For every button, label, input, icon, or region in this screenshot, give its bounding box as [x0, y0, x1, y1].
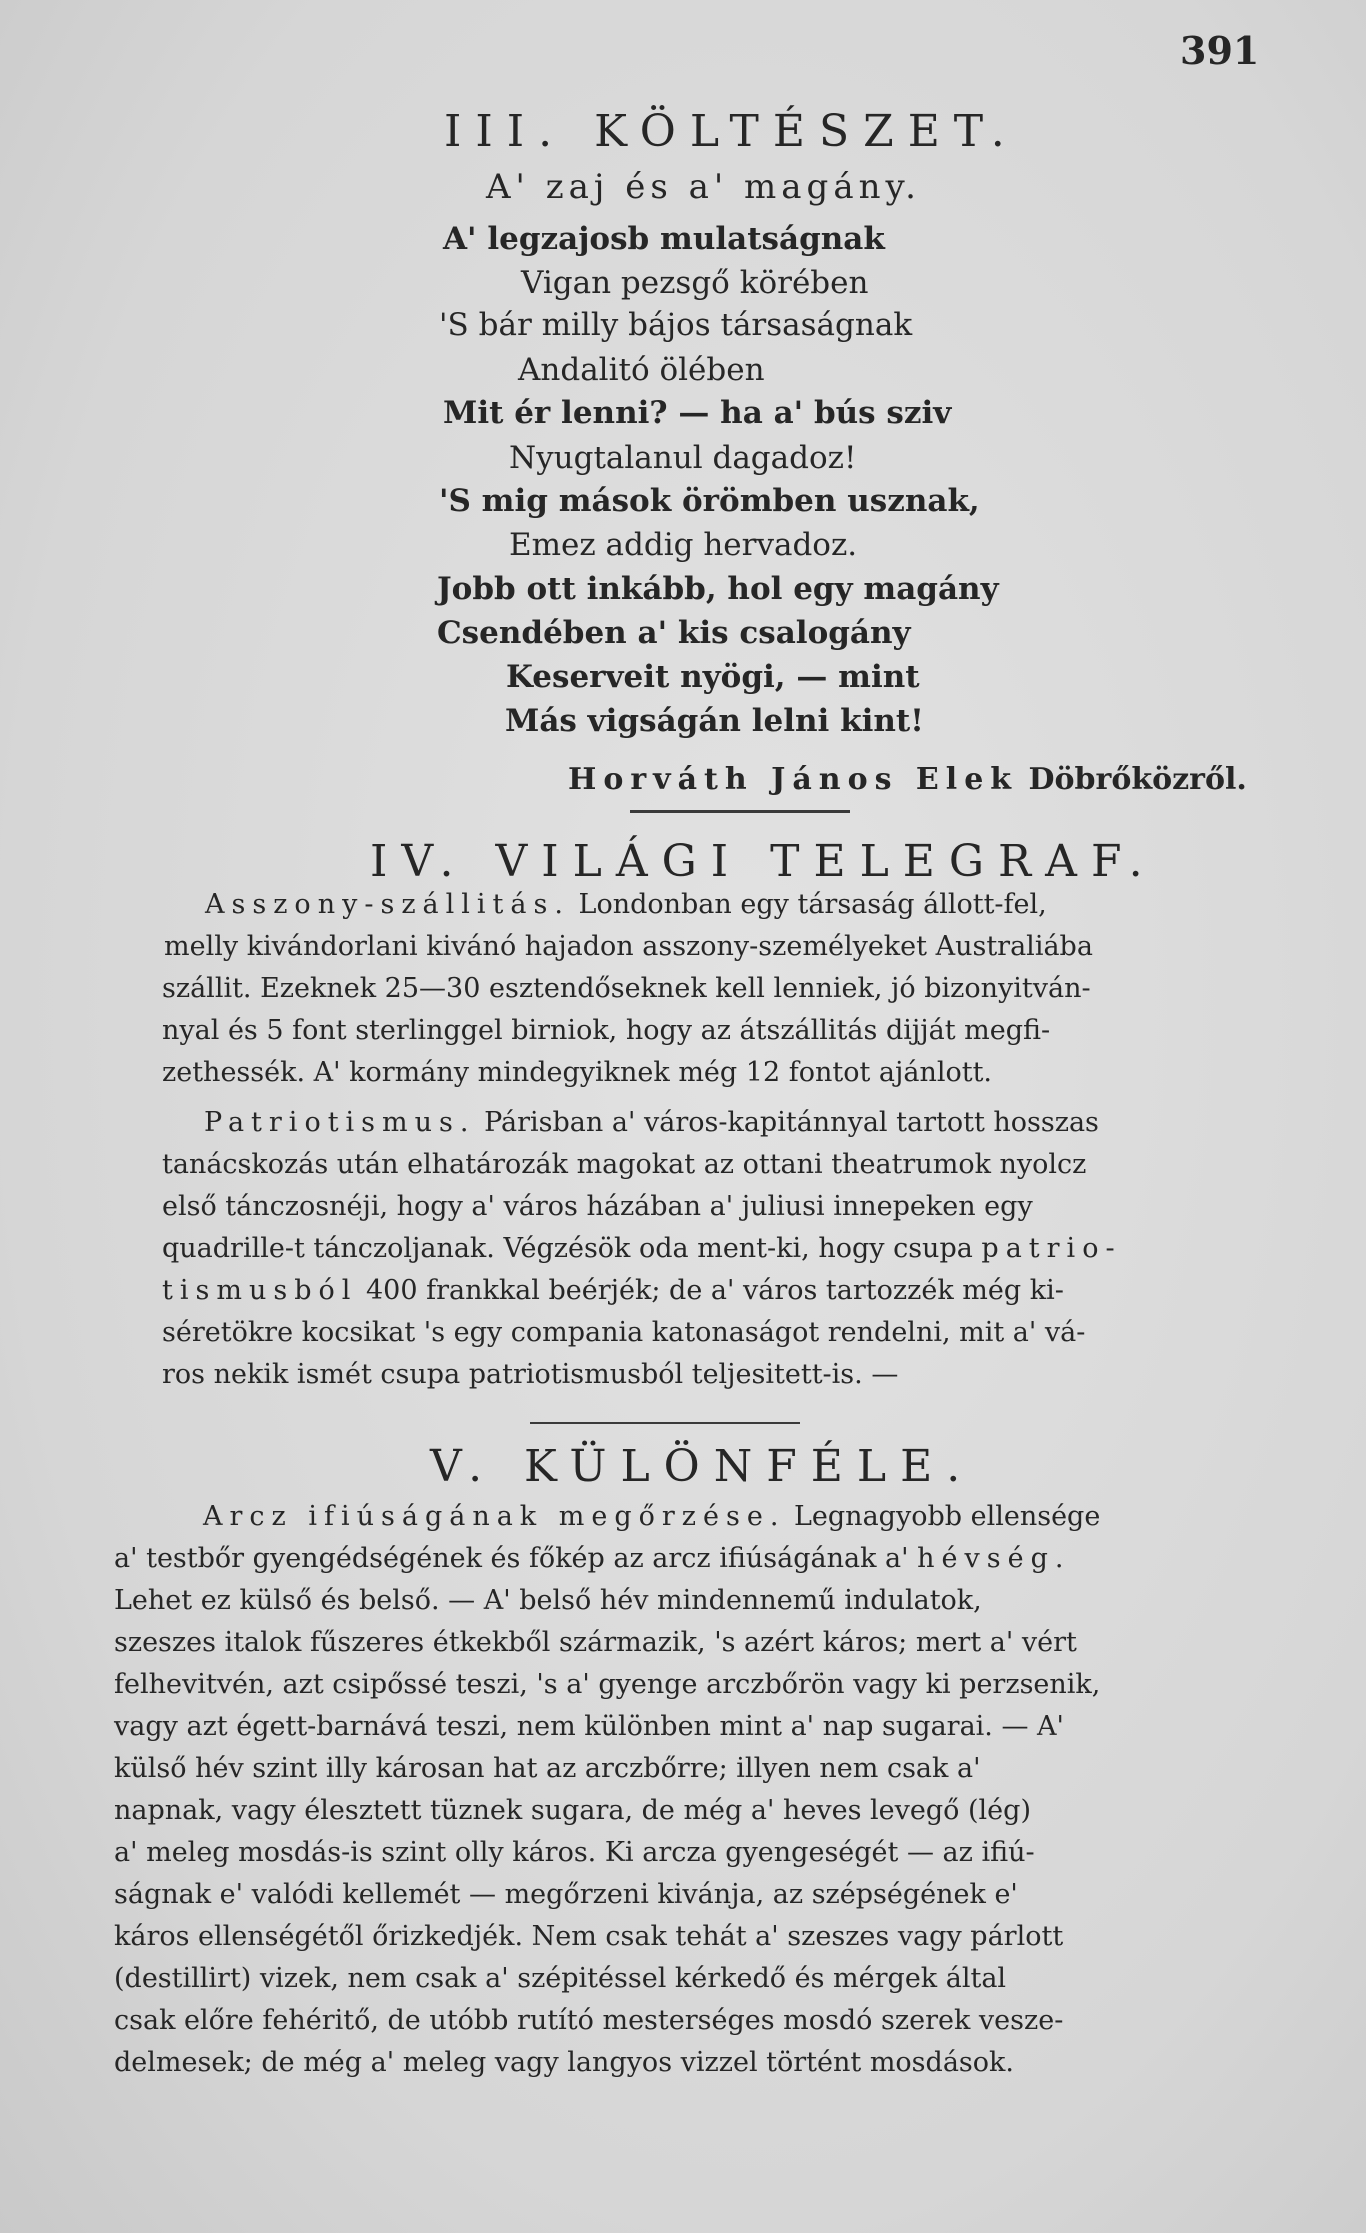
article-line: melly kivándorlani kivánó hajadon asszony-személyeket Australiába — [164, 931, 1093, 962]
article-line: ros nekik ismét csupa patriotismusból teljesitett-is. — — [162, 1359, 899, 1390]
article-keyword: patrio- — [981, 1233, 1122, 1264]
article-line: szeszes italok fűszeres étkekből származik, 's azért káros; mert a' vért — [114, 1627, 1077, 1658]
article-line: ságnak e' valódi kellemét — megőrzeni kivánja, az szépségének e' — [114, 1879, 1018, 1910]
article-line: a' meleg mosdás-is szint olly káros. Ki arcza gyengeségét — az ifiú- — [114, 1837, 1035, 1868]
article-line: külső hév szint illy károsan hat az arczbőrre; illyen nem csak a' — [114, 1753, 981, 1784]
section-divider — [530, 1422, 800, 1424]
poem-line: A' legzajosb mulatságnak — [443, 221, 885, 257]
poem-line: Keserveit nyögi, — mint — [506, 659, 920, 695]
poem-line: Nyugtalanul dagadoz! — [509, 440, 857, 476]
article-keyword: Patriotismus. — [204, 1107, 476, 1138]
page-number: 391 — [1180, 28, 1260, 73]
section-3-heading: III. KÖLTÉSZET. — [444, 106, 1019, 157]
article-line: káros ellenségétől őrizkedjék. Nem csak tehát a' szeszes vagy párlott — [114, 1921, 1064, 1952]
article-line: csak előre fehéritő, de utóbb rutító mesterséges mosdó szerek vesze- — [114, 2005, 1064, 2036]
poem-line: Csendében a' kis csalogány — [437, 615, 911, 651]
poem-line: Más vigságán lelni kint! — [505, 703, 924, 739]
article-line: tismusból 400 frankkal beérjék; de a' város tartozzék még ki- — [162, 1275, 1064, 1306]
article-line: napnak, vagy élesztett tüznek sugara, de még a' heves levegő (lég) — [114, 1795, 1031, 1826]
author-place: Döbrőközről. — [1028, 762, 1247, 797]
poem-line: Emez addig hervadoz. — [509, 527, 858, 563]
poem-line: Mit ér lenni? — ha a' bús sziv — [443, 395, 952, 431]
article-line: delmesek; de még a' meleg vagy langyos vizzel történt mosdások. — [114, 2047, 1014, 2078]
poem-title: A' zaj és a' magány. — [486, 167, 921, 207]
article-line: szállit. Ezeknek 25—30 esztendőseknek kell lenniek, jó bizonyitván- — [162, 973, 1091, 1004]
poem-line: 'S bár milly bájos társaságnak — [439, 307, 913, 343]
article-line: Asszony-szállitás. Londonban egy társaság állott-fel, — [205, 889, 1047, 920]
article-line: Patriotismus. Párisban a' város-kapitánnyal tartott hosszas — [204, 1107, 1099, 1138]
article-line: Arcz ifiúságának megőrzése. Legnagyobb ellensége — [203, 1501, 1101, 1532]
poem-line: Jobb ott inkább, hol egy magány — [437, 571, 999, 607]
author-name: Horváth János Elek — [568, 762, 1019, 797]
section-5-heading: V. KÜLÖNFÉLE. — [430, 1441, 975, 1492]
article-keyword: Arcz ifiúságának megőrzése. — [203, 1501, 786, 1532]
article-line: tanácskozás után elhatározák magokat az ottani theatrumok nyolcz — [162, 1149, 1087, 1180]
article-line: a' testbőr gyengédségének és főkép az arcz ifiúságának a' hévség. — [114, 1543, 1071, 1574]
poem-author — [568, 762, 1247, 797]
article-line: quadrille-t tánczoljanak. Végzésök oda ment-ki, hogy csupa patrio- — [162, 1233, 1122, 1264]
section-divider — [630, 810, 850, 813]
article-keyword: hévség. — [917, 1543, 1071, 1574]
section-4-heading: IV. VILÁGI TELEGRAF. — [370, 836, 1157, 887]
article-line: első tánczosnéji, hogy a' város házában a' juliusi innepeken egy — [162, 1191, 1033, 1222]
poem-line: Vigan pezsgő körében — [521, 265, 869, 301]
article-line: vagy azt égett-barnává teszi, nem különben mint a' nap sugarai. — A' — [114, 1711, 1064, 1742]
article-keyword: tismusból — [162, 1275, 358, 1306]
article-line: zethessék. A' kormány mindegyiknek még 12 fontot ajánlott. — [162, 1057, 993, 1088]
article-line: (destillirt) vizek, nem csak a' szépitéssel kérkedő és mérgek által — [114, 1963, 1007, 1994]
poem-line: 'S mig mások örömben usznak, — [439, 483, 980, 519]
article-line: nyal és 5 font sterlinggel birniok, hogy az átszállitás dijját megfi- — [162, 1015, 1051, 1046]
article-line: Lehet ez külső és belső. — A' belső hév mindennemű indulatok, — [114, 1585, 982, 1616]
poem-line: Andalitó ölében — [518, 352, 765, 388]
article-line: séretökre kocsikat 's egy compania katonaságot rendelni, mit a' vá- — [162, 1317, 1086, 1348]
article-line: felhevitvén, azt csipőssé teszi, 's a' gyenge arczbőrön vagy ki perzsenik, — [114, 1669, 1101, 1700]
article-keyword: Asszony-szállitás. — [205, 889, 570, 920]
